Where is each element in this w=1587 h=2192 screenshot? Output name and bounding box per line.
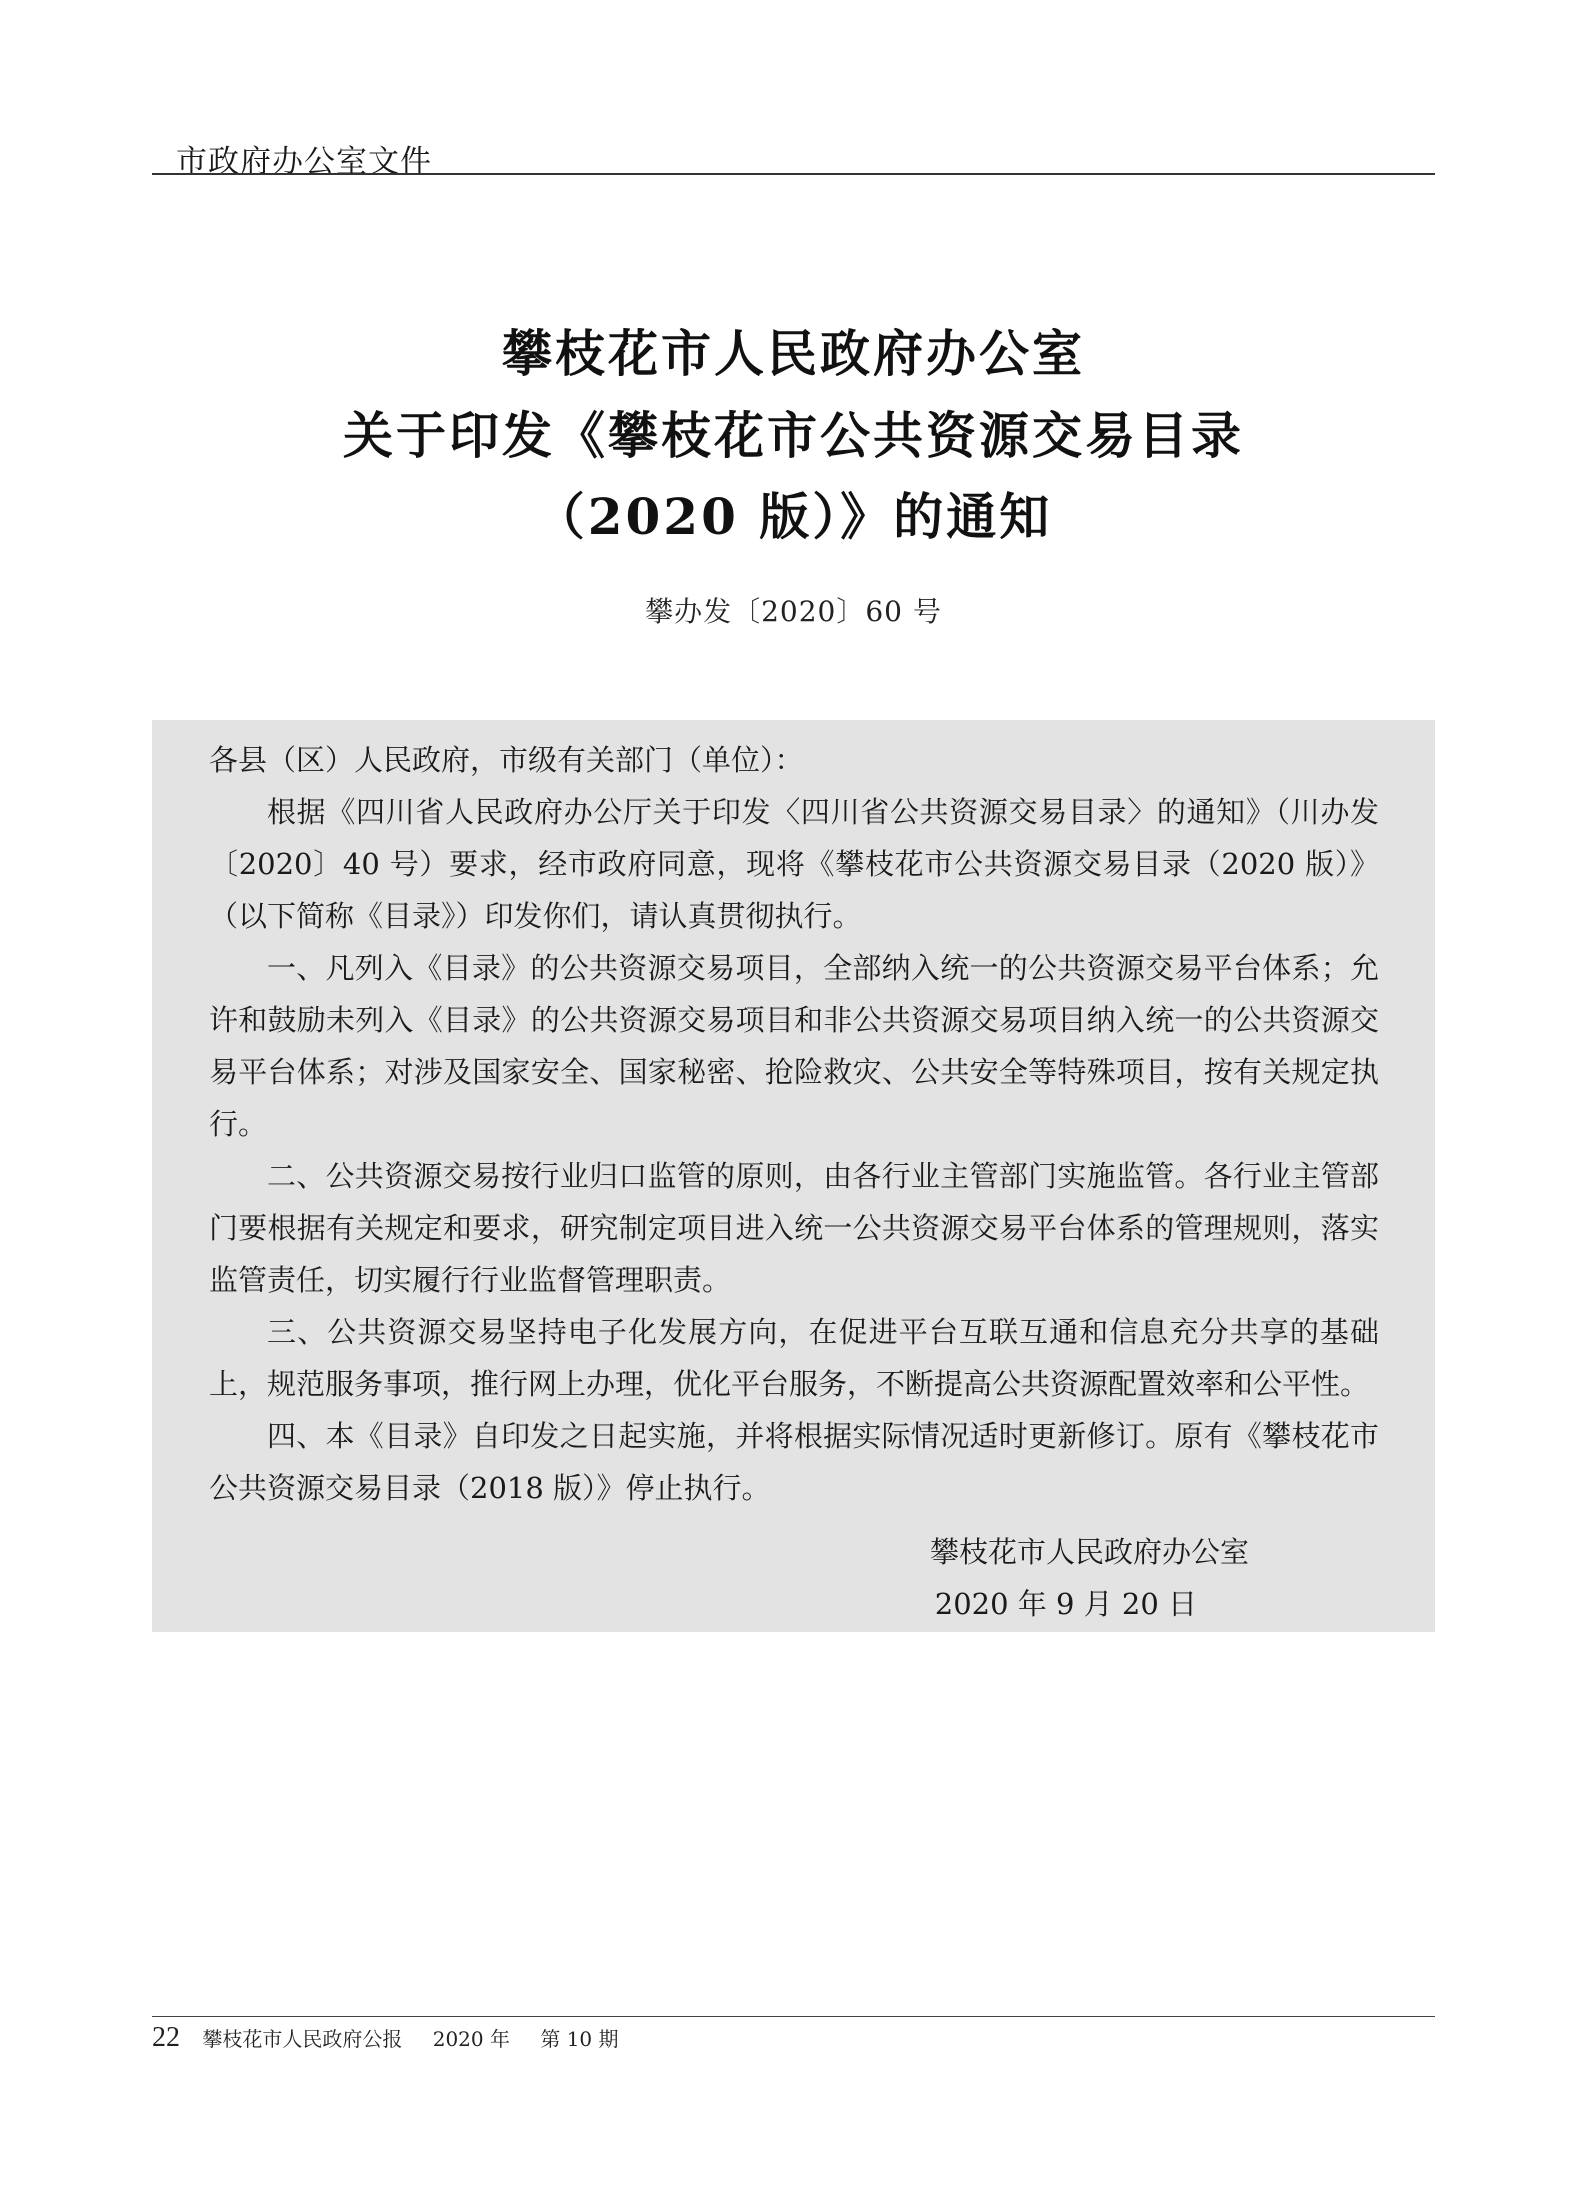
notice-text (209, 734, 1379, 1514)
paragraph-item-3: 三、公共资源交易坚持电子化发展方向，在促进平台互联互通和信息充分共享的基础上，规范服务事项，推行网上办理，优化平台服务，不断提高公共资源配置效率和公平性。 (209, 1315, 1379, 1401)
paragraph-item-2: 二、公共资源交易按行业归口监管的原则，由各行业主管部门实施监管。各行业主管部门要根据有关规定和要求，研究制定项目进入统一公共资源交易平台体系的管理规则，落实监管责任，切实履行行业监督管理职责。 (209, 1159, 1379, 1297)
footer-divider (152, 2016, 1435, 2017)
document-title-line-1: 攀枝花市人民政府办公室 (502, 324, 1085, 383)
salutation: 各县（区）人民政府，市级有关部门（单位）： (209, 743, 804, 777)
page-footer (152, 2022, 619, 2054)
paragraph-item-1: 一、凡列入《目录》的公共资源交易项目，全部纳入统一的公共资源交易平台体系；允许和鼓励未列入《目录》的公共资源交易项目和非公共资源交易项目纳入统一的公共资源交易平台体系；对涉及国家安全、国家秘密、抢险救灾、公共安全等特殊项目，按有关规定执行。 (209, 951, 1379, 1141)
document-number: 攀办发〔2020〕60 号 (645, 595, 942, 628)
publication-issue: 第 10 期 (540, 2027, 619, 2051)
page-number: 22 (152, 2022, 180, 2053)
header-divider (152, 173, 1435, 175)
signature-date: 2020 年 9 月 20 日 (934, 1587, 1197, 1621)
document-title-line-3: （2020 版）》的通知 (534, 487, 1053, 546)
paragraph-intro: 根据《四川省人民政府办公厅关于印发〈四川省公共资源交易目录〉的通知》（川办发〔2020〕40 号）要求，经市政府同意，现将《攀枝花市公共资源交易目录（2020 版）》（以下简称《目录》）印发你们，请认真贯彻执行。 (209, 795, 1379, 933)
notice-body (152, 720, 1435, 1632)
document-title-line-2: 关于印发《攀枝花市公共资源交易目录 (343, 406, 1244, 465)
paragraph-item-4: 四、本《目录》自印发之日起实施，并将根据实际情况适时更新修订。原有《攀枝花市公共资源交易目录（2018 版）》停止执行。 (209, 1419, 1379, 1505)
publication-name: 攀枝花市人民政府公报 (202, 2027, 403, 2051)
section-label: 市政府办公室文件 (176, 144, 432, 180)
publication-year: 2020 年 (432, 2027, 510, 2051)
signature-organization: 攀枝花市人民政府办公室 (929, 1535, 1249, 1569)
